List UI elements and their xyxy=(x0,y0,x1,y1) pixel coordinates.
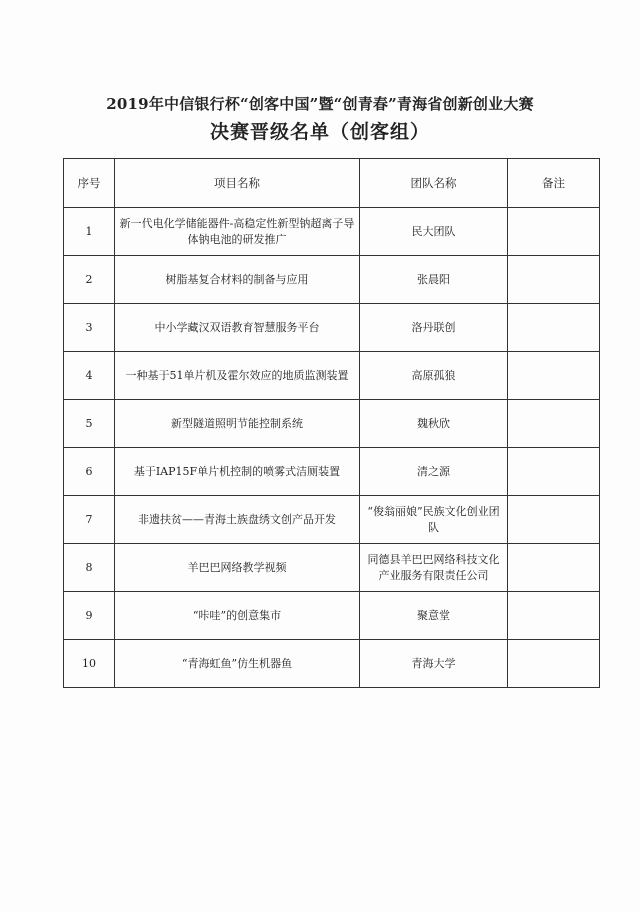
header-note: 备注 xyxy=(508,159,600,208)
cell-team: “俊翁丽娘”民族文化创业团队 xyxy=(360,496,508,544)
cell-project: “咔哇”的创意集市 xyxy=(115,592,360,640)
cell-project: 非遗扶贫——青海土族盘绣文创产品开发 xyxy=(115,496,360,544)
cell-project: 中小学藏汉双语教育智慧服务平台 xyxy=(115,304,360,352)
table-row xyxy=(64,256,600,304)
cell-project: 羊巴巴网络教学视频 xyxy=(115,544,360,592)
cell-no: 2 xyxy=(64,256,115,304)
cell-no: 9 xyxy=(64,592,115,640)
finalist-table xyxy=(63,158,600,688)
cell-team: 洛丹联创 xyxy=(360,304,508,352)
header-no: 序号 xyxy=(64,159,115,208)
cell-note xyxy=(508,304,600,352)
header-team: 团队名称 xyxy=(360,159,508,208)
table-header-row xyxy=(64,159,600,208)
document-subtitle: 决赛晋级名单（创客组） xyxy=(209,121,430,143)
cell-no: 8 xyxy=(64,544,115,592)
cell-project: 新型隧道照明节能控制系统 xyxy=(115,400,360,448)
cell-project: “青海虹鱼”仿生机器鱼 xyxy=(115,640,360,688)
cell-note xyxy=(508,256,600,304)
table-row xyxy=(64,304,600,352)
cell-no: 6 xyxy=(64,448,115,496)
cell-project: 基于IAP15F单片机控制的喷雾式洁厕装置 xyxy=(115,448,360,496)
cell-no: 1 xyxy=(64,208,115,256)
cell-note xyxy=(508,592,600,640)
cell-team: 清之源 xyxy=(360,448,508,496)
cell-team: 高原孤狼 xyxy=(360,352,508,400)
cell-note xyxy=(508,400,600,448)
cell-no: 5 xyxy=(64,400,115,448)
header-project: 项目名称 xyxy=(115,159,360,208)
cell-project: 树脂基复合材料的制备与应用 xyxy=(115,256,360,304)
cell-team: 聚意堂 xyxy=(360,592,508,640)
cell-note xyxy=(508,448,600,496)
cell-note xyxy=(508,544,600,592)
table-row xyxy=(64,400,600,448)
cell-no: 10 xyxy=(64,640,115,688)
table-row xyxy=(64,496,600,544)
table-row xyxy=(64,448,600,496)
table-row xyxy=(64,592,600,640)
cell-note xyxy=(508,640,600,688)
cell-note xyxy=(508,208,600,256)
cell-no: 7 xyxy=(64,496,115,544)
table-row xyxy=(64,640,600,688)
table-row xyxy=(64,544,600,592)
cell-team: 民大团队 xyxy=(360,208,508,256)
table-row xyxy=(64,352,600,400)
cell-note xyxy=(508,496,600,544)
cell-team: 魏秋欣 xyxy=(360,400,508,448)
cell-team: 青海大学 xyxy=(360,640,508,688)
table-row xyxy=(64,208,600,256)
cell-project: 新一代电化学储能器件-高稳定性新型钠超离子导体钠电池的研发推广 xyxy=(115,208,360,256)
cell-project: 一种基于51单片机及霍尔效应的地质监测装置 xyxy=(115,352,360,400)
document-title: 2019年中信银行杯“创客中国”暨“创青春”青海省创新创业大赛 xyxy=(106,95,534,113)
cell-note xyxy=(508,352,600,400)
cell-no: 3 xyxy=(64,304,115,352)
cell-team: 张晨阳 xyxy=(360,256,508,304)
cell-no: 4 xyxy=(64,352,115,400)
cell-team: 同德县羊巴巴网络科技文化产业服务有限责任公司 xyxy=(360,544,508,592)
